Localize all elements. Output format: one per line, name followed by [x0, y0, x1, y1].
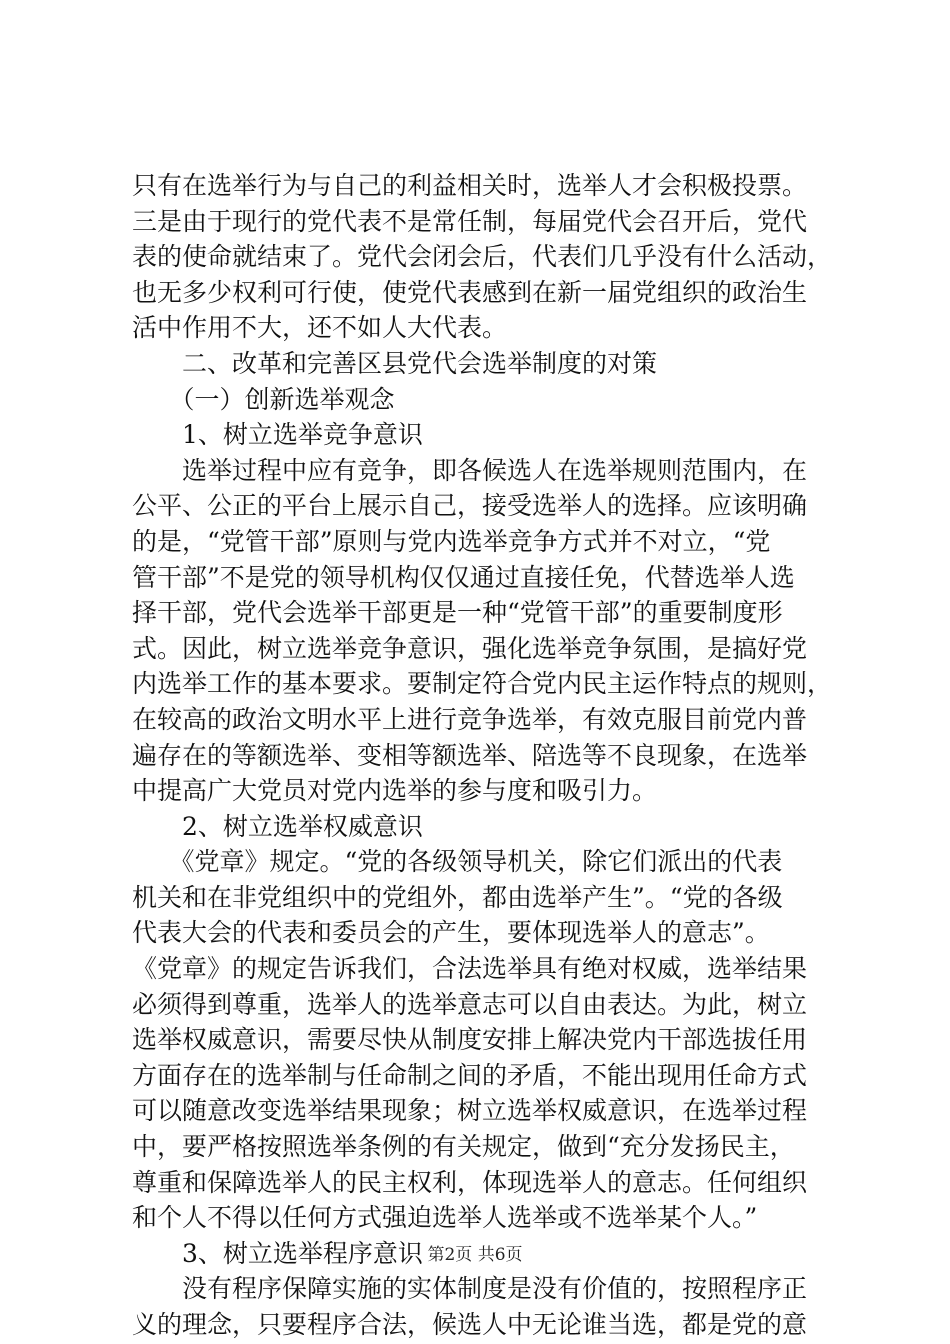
- text-line: 二、改革和完善区县党代会选举制度的对策: [132, 348, 658, 378]
- page-footer: 第2页 共6页: [427, 1245, 523, 1265]
- text-line: 三是由于现行的党代表不是常任制，每届党代会召开后，党代: [132, 206, 808, 236]
- text-line: 表的使命就结束了。党代会闭会后，代表们几乎没有什么活动，: [132, 242, 833, 272]
- text-line: 2、树立选举权威意识: [132, 811, 423, 841]
- body-text: [132, 168, 832, 1343]
- text-line: 的是，“党管干部”原则与党内选举竞争方式并不对立，“党: [132, 526, 771, 556]
- text-line: 式。因此，树立选举竞争意识，强化选举竞争氛围，是搞好党: [132, 633, 808, 663]
- text-line: 义的理念，只要程序合法，候选人中无论谁当选，都是党的意: [132, 1310, 808, 1339]
- text-line: 3、树立选举程序意识: [132, 1238, 423, 1268]
- text-line: 在较高的政治文明水平上进行竞争选举，有效克服目前党内普: [132, 704, 808, 734]
- text-line: 内选举工作的基本要求。要制定符合党内民主运作特点的规则，: [132, 669, 833, 699]
- text-line: 必须得到尊重，选举人的选举意志可以自由表达。为此，树立: [132, 989, 808, 1019]
- text-line: 《党章》的规定告诉我们，合法选举具有绝对权威，选举结果: [132, 954, 808, 984]
- text-line: 也无多少权利可行使，使党代表感到在新一届党组织的政治生: [132, 277, 808, 307]
- text-line: 中提高广大党员对党内选举的参与度和吸引力。: [132, 776, 658, 806]
- text-line: 《党章》规定。“党的各级领导机关，除它们派出的代表: [132, 847, 783, 877]
- text-line: （一）创新选举观念: [132, 384, 395, 414]
- text-line: 没有程序保障实施的实体制度是没有价值的，按照程序正: [132, 1274, 808, 1304]
- text-line: 择干部，党代会选举干部更是一种“党管干部”的重要制度形: [132, 598, 783, 628]
- text-line: 遍存在的等额选举、变相等额选举、陪选等不良现象，在选举: [132, 740, 808, 770]
- text-line: 可以随意改变选举结果现象；树立选举权威意识，在选举过程: [132, 1096, 808, 1126]
- text-line: 和个人不得以任何方式强迫选举人选举或不选举某个人。”: [132, 1203, 758, 1233]
- text-line: 活中作用不大，还不如人大代表。: [132, 313, 508, 343]
- text-line: 管干部”不是党的领导机构仅仅通过直接任免，代替选举人选: [132, 562, 795, 592]
- text-line: 只有在选举行为与自己的利益相关时，选举人才会积极投票。: [132, 171, 808, 200]
- text-line: 1、树立选举竞争意识: [132, 420, 423, 450]
- text-line: 尊重和保障选举人的民主权利，体现选举人的意志。任何组织: [132, 1167, 808, 1197]
- text-line: 选举权威意识，需要尽快从制度安排上解决党内干部选拔任用: [132, 1025, 808, 1055]
- text-line: 方面存在的选举制与任命制之间的矛盾，不能出现用任命方式: [132, 1060, 808, 1090]
- text-line: 选举过程中应有竞争，即各候选人在选举规则范围内，在: [132, 455, 808, 485]
- text-line: 公平、公正的平台上展示自己，接受选举人的选择。应该明确: [132, 491, 808, 521]
- text-line: 代表大会的代表和委员会的产生，要体现选举人的意志”。: [132, 918, 770, 948]
- text-line: 中，要严格按照选举条例的有关规定，做到“充分发扬民主，: [132, 1132, 795, 1162]
- text-line: 机关和在非党组织中的党组外，都由选举产生”。“党的各级: [132, 882, 783, 912]
